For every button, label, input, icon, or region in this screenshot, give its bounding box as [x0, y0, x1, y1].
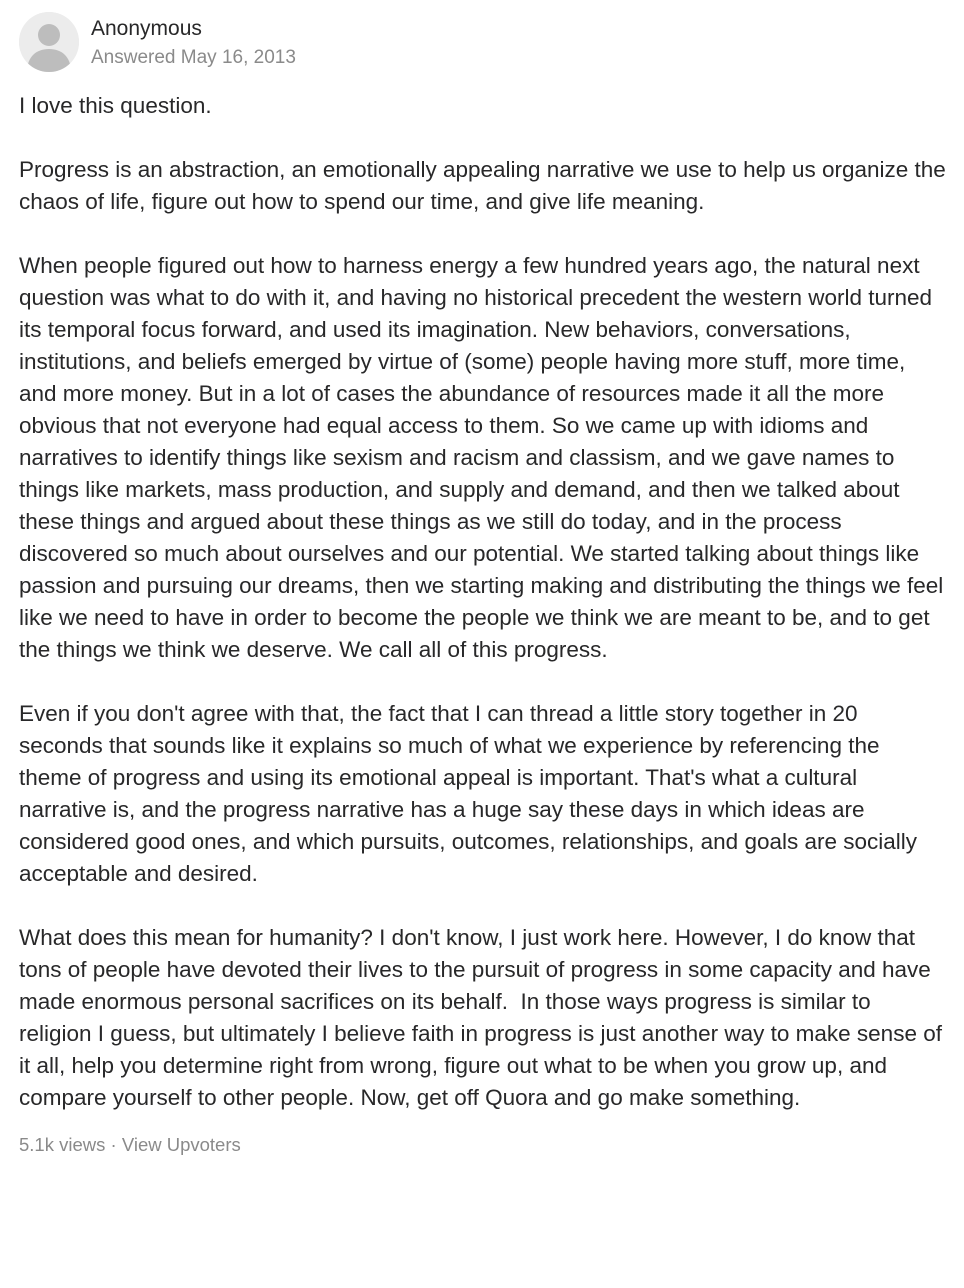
- view-upvoters-link[interactable]: View Upvoters: [121, 1134, 241, 1155]
- answer-paragraph: Progress is an abstraction, an emotionally appealing narrative we use to help us organize the chaos of life, figure out how to spend our time, and give life meaning.: [19, 157, 953, 214]
- answer-paragraph: Even if you don't agree with that, the fact that I can thread a little story together in 20 seconds that sounds like it explains so much of what we experience by referencing the theme of progress and using its emotional appeal is important. That's what a cultural narrative is, and the progress narrative has a huge say these days in which ideas are considered good ones, and which pursuits, outcomes, relationships, and goals are socially acceptable and desired.: [19, 701, 924, 886]
- avatar[interactable]: [19, 12, 79, 72]
- answer-paragraph: What does this mean for humanity? I don't know, I just work here. However, I do know that tons of people have devoted their lives to the pursuit of progress in some capacity and have made enormous personal sacrifices on its behalf. In those ways progress is similar to religion I guess, but ultimately I believe faith in progress is just another way to make sense of it all, help you determine right from wrong, figure out what to be when you grow up, and compare yourself to other people. Now, get off Quora and go make something.: [19, 925, 949, 1110]
- user-silhouette-icon: [19, 12, 79, 72]
- author-meta: [91, 12, 296, 71]
- answer-paragraph: When people figured out how to harness energy a few hundred years ago, the natural next question was what to do with it, and having no historical precedent the western world turned its temporal focus forward, and used its imagination. New behaviors, conversations, institutions, and beliefs emerged by virtue of (some) people having more stuff, more time, and more money. But in a lot of cases the abundance of resources made it all the more obvious that not everyone had equal access to them. So we came up with idioms and narratives to identify things like sexism and racism and classism, and we gave names to things like markets, mass production, and supply and demand, and then we talked about these things and argued about these things as we still do today, and in the process discovered so much about ourselves and our potential. We started talking about things like passion and pursuing our dreams, then we starting making and distributing the things we feel like we need to have in order to become the people we think we are meant to be, and to get the things we think we deserve. We call all of this progress.: [19, 253, 950, 662]
- answer-body: [19, 90, 953, 1114]
- answer-header: [19, 12, 946, 88]
- separator-dot: ·: [110, 1134, 117, 1155]
- answer-paragraph: I love this question.: [19, 93, 212, 118]
- answer-footer: [19, 1132, 946, 1158]
- view-count: 5.1k views: [19, 1134, 106, 1155]
- answer-date[interactable]: Answered May 16, 2013: [91, 47, 296, 68]
- author-name[interactable]: Anonymous: [91, 17, 202, 40]
